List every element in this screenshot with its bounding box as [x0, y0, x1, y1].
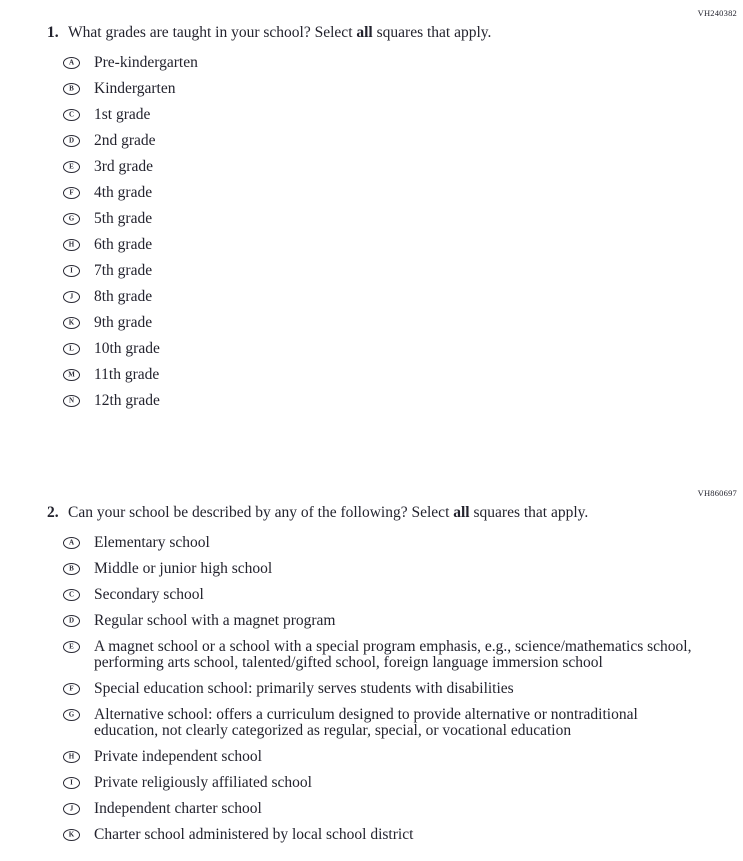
option-b[interactable] [63, 81, 737, 97]
question-2-block [0, 487, 743, 843]
prompt-start: What grades are taught in your school? Select [68, 24, 357, 41]
bubble-letter: B [69, 84, 74, 92]
bubble-letter: A [68, 58, 75, 66]
answer-bubble-icon[interactable] [63, 589, 80, 601]
option-label: Secondary school [94, 586, 204, 603]
answer-bubble-icon[interactable] [63, 641, 80, 653]
option-label: Private independent school [94, 748, 262, 765]
answer-bubble-icon[interactable] [63, 57, 80, 69]
question-2-prompt [47, 503, 737, 522]
option-label: 12th grade [94, 392, 160, 409]
option-f[interactable] [63, 681, 737, 697]
answer-bubble-icon[interactable] [63, 563, 80, 575]
option-label: Private religiously affiliated school [94, 774, 312, 791]
question-2-options [63, 535, 737, 843]
option-e[interactable] [63, 159, 737, 175]
answer-bubble-icon[interactable] [63, 317, 80, 329]
option-h[interactable] [63, 237, 737, 253]
answer-bubble-icon[interactable] [63, 161, 80, 173]
option-label: Charter school administered by local school district [94, 826, 414, 843]
bubble-letter: J [69, 804, 74, 812]
option-label: 5th grade [94, 210, 153, 227]
bubble-letter: B [69, 564, 74, 572]
bubble-letter: N [68, 396, 75, 404]
answer-bubble-icon[interactable] [63, 777, 80, 789]
option-label: Independent charter school [94, 800, 262, 817]
item-code-1: VH240382 [697, 8, 737, 18]
question-2-number: 2. [47, 504, 59, 521]
option-i[interactable] [63, 775, 737, 791]
option-d[interactable] [63, 613, 737, 629]
answer-bubble-icon[interactable] [63, 135, 80, 147]
answer-bubble-icon[interactable] [63, 343, 80, 355]
answer-bubble-icon[interactable] [63, 83, 80, 95]
option-label: 10th grade [94, 340, 160, 357]
answer-bubble-icon[interactable] [63, 239, 80, 251]
option-label: 6th grade [94, 236, 153, 253]
bubble-letter: C [68, 590, 75, 598]
bubble-letter: D [68, 616, 75, 624]
bubble-letter: G [68, 214, 75, 222]
option-label: Pre-kindergarten [94, 54, 198, 71]
bubble-letter: M [68, 370, 75, 378]
option-i[interactable] [63, 263, 737, 279]
option-a[interactable] [63, 55, 737, 71]
option-e[interactable] [63, 639, 737, 671]
option-label: Kindergarten [94, 80, 176, 97]
bubble-letter: I [70, 266, 73, 274]
option-c[interactable] [63, 587, 737, 603]
bubble-letter: L [69, 344, 74, 352]
answer-bubble-icon[interactable] [63, 803, 80, 815]
bubble-letter: F [69, 684, 74, 692]
option-k[interactable] [63, 827, 737, 843]
answer-bubble-icon[interactable] [63, 829, 80, 841]
option-label: 7th grade [94, 262, 153, 279]
option-g[interactable] [63, 707, 737, 739]
option-h[interactable] [63, 749, 737, 765]
answer-bubble-icon[interactable] [63, 109, 80, 121]
bubble-letter: E [69, 642, 74, 650]
option-label: Special education school: primarily serves students with disabilities [94, 680, 514, 697]
question-1-block [0, 7, 743, 409]
option-l[interactable] [63, 341, 737, 357]
option-label: Regular school with a magnet program [94, 612, 336, 629]
option-a[interactable] [63, 535, 737, 551]
option-label: 1st grade [94, 106, 151, 123]
option-label: 11th grade [94, 366, 160, 383]
question-1-number: 1. [47, 24, 59, 41]
answer-bubble-icon[interactable] [63, 265, 80, 277]
option-d[interactable] [63, 133, 737, 149]
bubble-letter: D [68, 136, 75, 144]
bubble-letter: I [70, 778, 73, 786]
option-label: A magnet school or a school with a special program emphasis, e.g., science/mathematics school, performing arts school, talented/gifted school, foreign language immersion school [94, 638, 692, 671]
prompt-bold: all [453, 504, 470, 521]
option-label: 4th grade [94, 184, 153, 201]
question-2-text [68, 503, 588, 522]
answer-bubble-icon[interactable] [63, 395, 80, 407]
answer-bubble-icon[interactable] [63, 751, 80, 763]
prompt-end: squares that apply. [372, 24, 492, 41]
answer-bubble-icon[interactable] [63, 709, 80, 721]
bubble-letter: K [68, 830, 75, 838]
option-n[interactable] [63, 393, 737, 409]
option-label: 8th grade [94, 288, 153, 305]
bubble-letter: F [69, 188, 74, 196]
option-label: 3rd grade [94, 158, 153, 175]
prompt-bold: all [356, 24, 373, 41]
option-m[interactable] [63, 367, 737, 383]
option-j[interactable] [63, 801, 737, 817]
bubble-letter: A [68, 538, 75, 546]
prompt-end: squares that apply. [469, 504, 589, 521]
option-label: 9th grade [94, 314, 153, 331]
bubble-letter: G [68, 710, 75, 718]
option-label: Middle or junior high school [94, 560, 273, 577]
option-c[interactable] [63, 107, 737, 123]
bubble-letter: E [69, 162, 74, 170]
option-label: Elementary school [94, 534, 210, 551]
answer-bubble-icon[interactable] [63, 369, 80, 381]
answer-bubble-icon[interactable] [63, 537, 80, 549]
answer-bubble-icon[interactable] [63, 291, 80, 303]
bubble-letter: J [69, 292, 74, 300]
bubble-letter: H [68, 240, 75, 248]
answer-bubble-icon[interactable] [63, 683, 80, 695]
item-code-2: VH860697 [697, 488, 737, 498]
prompt-start: Can your school be described by any of the following? Select [68, 504, 454, 521]
option-j[interactable] [63, 289, 737, 305]
option-k[interactable] [63, 315, 737, 331]
option-f[interactable] [63, 185, 737, 201]
question-1-text [68, 23, 491, 42]
option-b[interactable] [63, 561, 737, 577]
bubble-letter: H [68, 752, 75, 760]
option-label: Alternative school: offers a curriculum designed to provide alternative or nontraditional education, not clearly categorized as regular, special, or vocational education [94, 706, 638, 739]
answer-bubble-icon[interactable] [63, 187, 80, 199]
answer-bubble-icon[interactable] [63, 615, 80, 627]
question-1-options [63, 55, 737, 409]
question-1-prompt [47, 23, 737, 42]
option-label: 2nd grade [94, 132, 156, 149]
answer-bubble-icon[interactable] [63, 213, 80, 225]
bubble-letter: C [68, 110, 75, 118]
bubble-letter: K [68, 318, 75, 326]
option-g[interactable] [63, 211, 737, 227]
